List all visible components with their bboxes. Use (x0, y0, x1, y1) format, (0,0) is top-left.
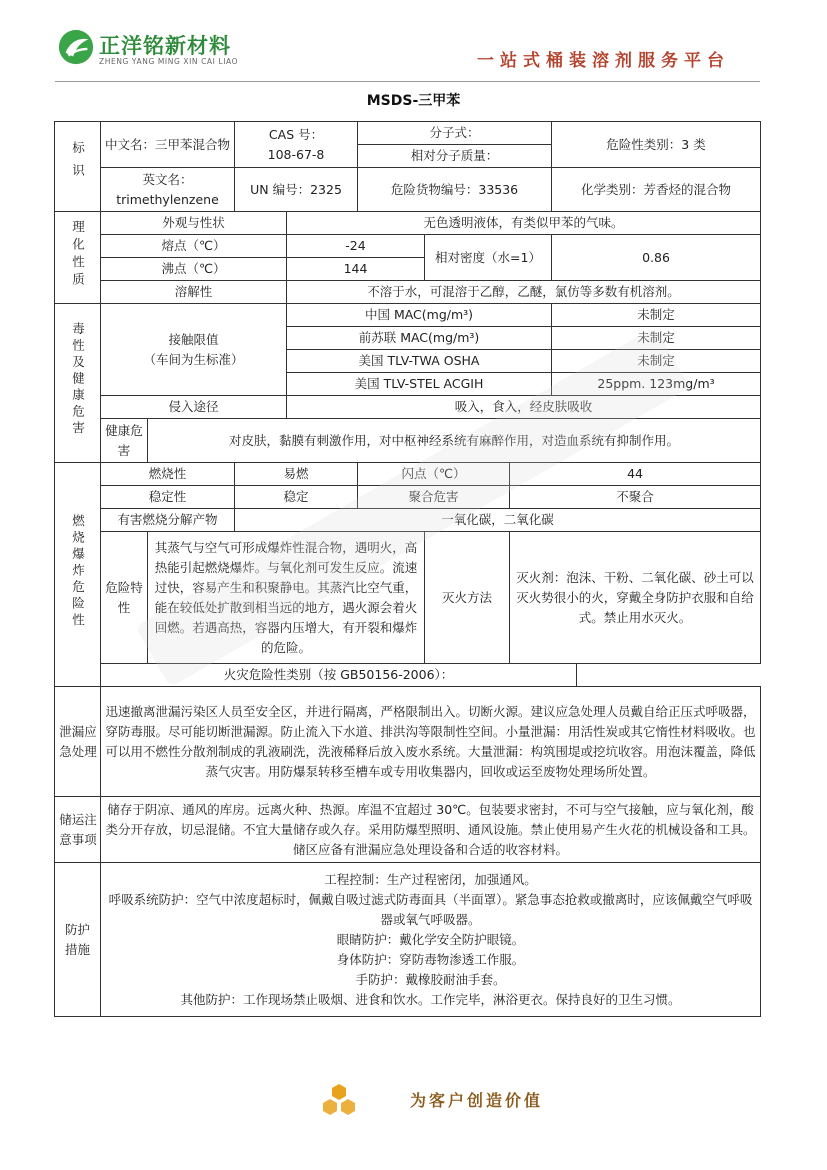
limit-value: 未制定 (552, 350, 761, 373)
limit-value: 未制定 (552, 304, 761, 327)
limit-value: 未制定 (552, 327, 761, 350)
dg-number: 危险货物编号：33536 (358, 168, 552, 212)
boiling-point-label: 沸点（℃） (101, 258, 287, 281)
section-fire (55, 463, 101, 687)
header-tagline: 一站式桶装溶剂服务平台 (477, 51, 730, 71)
risk-label: 危险特性 (101, 532, 148, 664)
density-label: 相对密度（水=1） (425, 235, 552, 281)
protection-line: 其他防护：工作现场禁止吸烟、进食和饮水。工作完毕，淋浴更衣。保持良好的卫生习惯。 (180, 991, 681, 1007)
section-protection-label: 防护措施 (64, 921, 90, 957)
cas-number (235, 122, 358, 168)
mw-label: 相对分子质量： (358, 145, 552, 168)
health-hazard-label: 健康危害 (101, 419, 148, 463)
extinguish-value: 灭火剂：泡沫、干粉、二氧化碳、砂土可以灭火势很小的火，穿戴全身防护衣服和自给式。禁止用水灭火。 (510, 532, 761, 664)
section-storage (55, 797, 101, 863)
section-protection (55, 863, 101, 1017)
footer-logo-icon (322, 1083, 356, 1117)
stability-value: 稳定 (235, 486, 358, 509)
chem-class: 化学类别：芳香烃的混合物 (552, 168, 761, 212)
protection-line: 工程控制：生产过程密闭，加强通风。 (324, 871, 537, 887)
density-value: 0.86 (552, 235, 761, 281)
cn-name: 中文名：三甲苯混合物 (101, 122, 235, 168)
cas-value: 108-67-8 (267, 146, 325, 162)
storage-text: 储存于阴凉、通风的库房。远离火种、热源。库温不宜超过 30℃。包装要求密封，不可与空气接触，应与氧化剂，酸类分开存放，切忌混储。不宜大量储存或久存。采用防爆型照明、通风设施。禁止使用易产生火花的机械设备和工具。储区应备有泄漏应急处理设备和合适的收容材料。 (101, 797, 761, 863)
section-toxicity (55, 304, 101, 463)
melting-point-value: -24 (287, 235, 425, 258)
protection-line: 手防护：戴橡胶耐油手套。 (355, 971, 506, 987)
section-physchem (55, 212, 101, 304)
extinguish-label: 灭火方法 (425, 532, 510, 664)
en-name: 英文名：trimethylenzene (101, 168, 235, 212)
boiling-point-value: 144 (287, 258, 425, 281)
section-leak (55, 687, 101, 797)
appearance-value: 无色透明液体，有类似甲苯的气味。 (287, 212, 761, 235)
leak-text: 迅速撤离泄漏污染区人员至安全区，并进行隔离，严格限制出入。切断火源。建议应急处理人员戴自给正压式呼吸器，穿防毒服。尽可能切断泄漏源。防止流入下水道、排洪沟等限制性空间。小量泄漏：用活性炭或其它惰性材料吸收。也可以用不燃性分散剂制成的乳液刷洗，洗液稀释后放入废水系统。大量泄漏：构筑围堤或挖坑收容。用泡沫覆盖，降低蒸气灾害。用防爆泵转移至槽车或专用收集器内，回收或运至废物处理场所处置。 (101, 687, 761, 797)
solubility-label: 溶解性 (101, 281, 287, 304)
route-label: 侵入途径 (101, 396, 287, 419)
solubility-value: 不溶于水，可混溶于乙醇，乙醚，氯仿等多数有机溶剂。 (287, 281, 761, 304)
exposure-limit-subtitle: （车间为生标准） (143, 351, 244, 367)
company-name: 正洋铭新材料 (99, 34, 231, 58)
un-number: UN 编号：2325 (235, 168, 358, 212)
route-value: 吸入，食入，经皮肤吸收 (287, 396, 761, 419)
section-identity (55, 122, 101, 212)
stability-label: 稳定性 (101, 486, 235, 509)
formula-label: 分子式： (358, 122, 552, 145)
footer-slogan: 为客户创造价值 (410, 1091, 544, 1110)
protection-text (101, 863, 761, 1017)
cas-label: CAS 号： (268, 126, 324, 142)
flashpoint-label: 闪点（℃） (358, 463, 510, 486)
flammability-label: 燃烧性 (101, 463, 235, 486)
company-logo-icon (57, 28, 95, 66)
appearance-label: 外观与性状 (101, 212, 287, 235)
msds-table (54, 121, 761, 1017)
exposure-limit-label (101, 304, 287, 396)
limit-name: 前苏联 MAC(mg/m³) (287, 327, 552, 350)
section-physchem-label: 理化性质 (70, 219, 86, 290)
polymerization-value: 不聚合 (510, 486, 761, 509)
exposure-limit-title: 接触限值 (168, 331, 219, 347)
limit-name: 中国 MAC(mg/m³) (287, 304, 552, 327)
company-name-en: ZHENG YANG MING XIN CAI LIAO (99, 57, 239, 66)
flammability-value: 易燃 (235, 463, 358, 486)
section-storage-label: 储运注意事项 (59, 811, 97, 847)
page-title: MSDS-三甲苯 (366, 93, 461, 109)
limit-name: 美国 TLV-TWA OSHA (287, 350, 552, 373)
section-identity-label: 标识 (70, 141, 86, 186)
protection-line: 眼睛防护：戴化学安全防护眼镜。 (336, 931, 525, 947)
limit-value: 25ppm. 123mg/m³ (552, 373, 761, 396)
melting-point-label: 熔点（℃） (101, 235, 287, 258)
section-fire-label: 燃烧爆炸危险性 (70, 513, 86, 630)
health-hazard-value: 对皮肤，黏膜有刺激作用，对中枢神经系统有麻醉作用，对造血系统有抑制作用。 (148, 419, 761, 463)
flashpoint-value: 44 (510, 463, 761, 486)
hazard-class: 危险性类别：3 类 (552, 122, 761, 168)
protection-line: 呼吸系统防护：空气中浓度超标时，佩戴自吸过滤式防毒面具（半面罩）。紧急事态抢救或撤离时，应该佩戴空气呼吸器或氧气呼吸器。 (108, 891, 753, 927)
page-header (55, 24, 760, 82)
risk-value: 其蒸气与空气可形成爆炸性混合物，遇明火，高热能引起燃烧爆炸。与氧化剂可发生反应。流速过快，容易产生和积聚静电。其蒸汽比空气重，能在较低处扩散到相当远的地方，遇火源会着火回燃。若遇高热，容器内压增大，有开裂和爆炸的危险。 (148, 532, 425, 664)
fire-class: 火灾危险性类别（按 GB50156-2006）： (101, 664, 577, 687)
protection-line: 身体防护：穿防毒物渗透工作服。 (336, 951, 525, 967)
polymerization-label: 聚合危害 (358, 486, 510, 509)
limit-name: 美国 TLV-STEL ACGIH (287, 373, 552, 396)
decomposition-value: 一氧化碳，二氧化碳 (235, 509, 761, 532)
header-divider (55, 81, 760, 82)
section-toxicity-label: 毒性及健康危害 (70, 322, 86, 438)
section-leak-label: 泄漏应急处理 (59, 723, 97, 759)
decomposition-label: 有害燃烧分解产物 (101, 509, 235, 532)
